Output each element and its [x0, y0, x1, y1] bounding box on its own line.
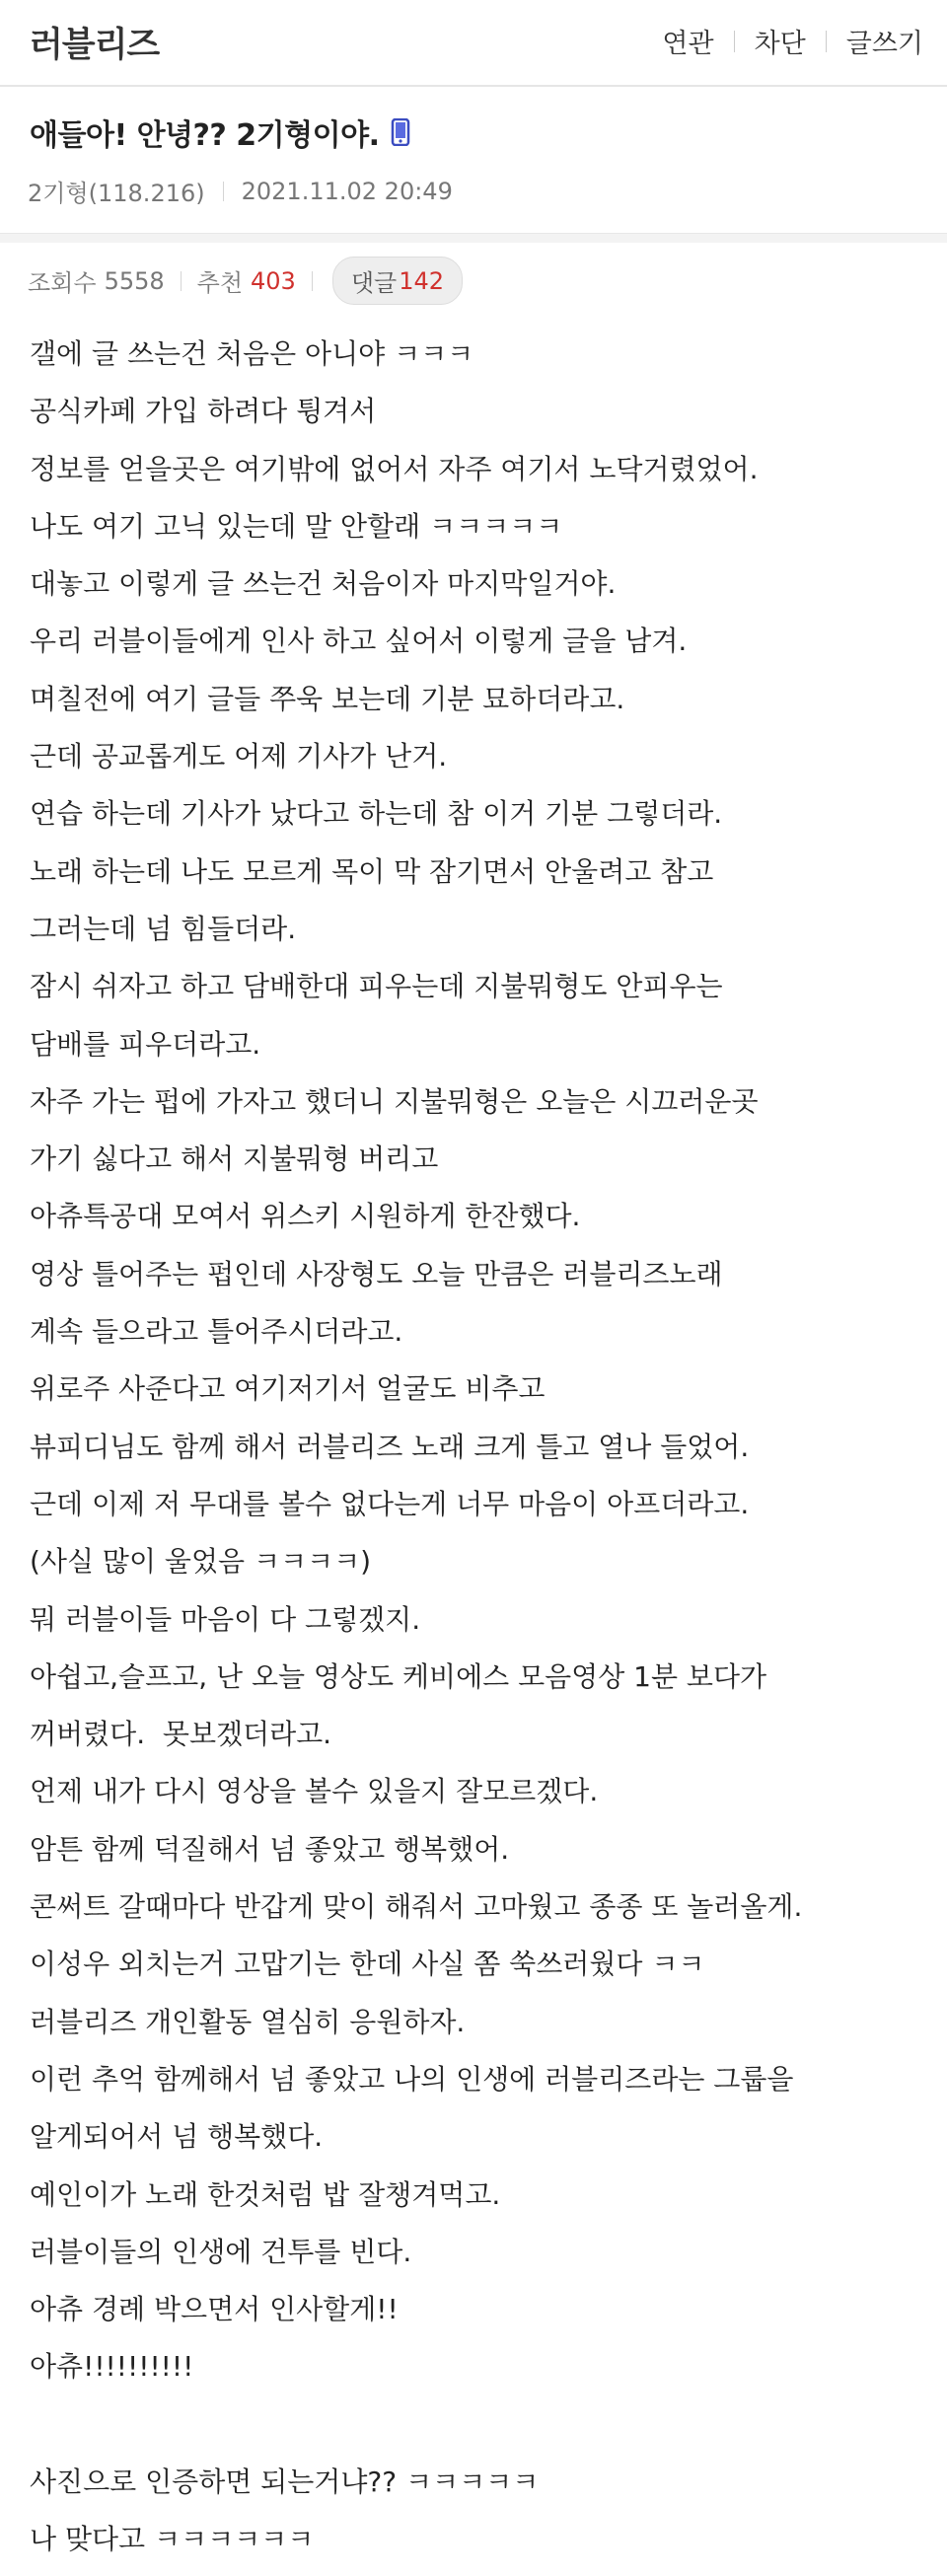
body-line: 우리 러블이들에게 인사 하고 싶어서 이렇게 글을 남겨.	[30, 625, 688, 658]
meta-divider	[223, 182, 224, 201]
body-line: 근데 이제 저 무대를 볼수 없다는게 너무 마음이 아프더라고.	[30, 1487, 750, 1520]
body-line: 근데 공교롭게도 어제 기사가 난거.	[30, 740, 448, 773]
section-divider	[0, 233, 947, 243]
write-link[interactable]: 글쓰기	[845, 29, 923, 59]
body-line: 아츄특공대 모여서 위스키 시원하게 한잔했다.	[30, 1200, 581, 1233]
body-line: 뭐 러블이들 마음이 다 그렇겠지.	[30, 1602, 421, 1636]
body-line: 이런 추억 함께해서 넘 좋았고 나의 인생에 러블리즈라는 그룹을	[30, 2062, 794, 2096]
body-line: 뷰피디님도 함께 해서 러블리즈 노래 크게 틀고 열나 들었어.	[30, 1430, 750, 1463]
body-line: 러블이들의 인생에 건투를 빈다.	[30, 2235, 412, 2268]
body-line: 노래 하는데 나도 모르게 목이 막 잠기면서 안울려고 참고	[30, 854, 714, 888]
related-link[interactable]: 연관	[662, 29, 714, 59]
views-label: 조회수	[28, 269, 97, 297]
body-line: 아츄!!!!!!!!!!	[30, 2350, 194, 2384]
body-line: 연습 하는데 기사가 났다고 하는데 참 이거 기분 그렇더라.	[30, 797, 723, 831]
stats-divider	[312, 271, 313, 291]
body-line	[30, 2396, 927, 2454]
nav-divider	[826, 31, 827, 52]
header-nav	[662, 22, 923, 60]
body-line: 담배를 피우더라고.	[30, 1027, 261, 1061]
body-line: 자주 가는 펍에 가자고 했더니 지불뭐형은 오늘은 시끄러운곳	[30, 1084, 759, 1118]
post-meta	[28, 174, 453, 208]
post-title-row	[30, 110, 410, 154]
body-line: (사실 많이 울었음 ㅋㅋㅋㅋ)	[30, 1545, 372, 1579]
comments-button[interactable]	[332, 257, 463, 305]
body-line: 러블리즈 개인활동 열심히 응원하자.	[30, 2005, 466, 2038]
body-line: 정보를 얻을곳은 여기밖에 없어서 자주 여기서 노닥거렸었어.	[30, 452, 759, 485]
body-line: 암튼 함께 덕질해서 넘 좋았고 행복했어.	[30, 1832, 510, 1866]
body-line: 알게되어서 넘 행복했다.	[30, 2120, 324, 2154]
recommend-label: 추천	[196, 269, 244, 297]
body-line: 나도 여기 고닉 있는데 말 안할래 ㅋㅋㅋㅋㅋ	[30, 509, 563, 543]
body-line: 잠시 쉬자고 하고 담배한대 피우는데 지불뭐형도 안피우는	[30, 970, 723, 1003]
mobile-phone-icon	[391, 118, 410, 146]
body-line: 사진으로 인증하면 되는거냐?? ㅋㅋㅋㅋㅋ	[30, 2465, 540, 2498]
top-header	[0, 0, 947, 87]
gallery-title[interactable]: 러블리즈	[30, 26, 160, 65]
body-line: 아츄 경례 박으면서 인사할게!!	[30, 2293, 399, 2326]
post-date: 2021.11.02 20:49	[241, 177, 453, 205]
author-name[interactable]: 2기형(118.216)	[28, 180, 205, 207]
body-line: 위로주 사준다고 여기저기서 얼굴도 비추고	[30, 1372, 546, 1406]
body-line: 가기 싫다고 해서 지불뭐형 버리고	[30, 1142, 439, 1176]
body-line: 며칠전에 여기 글들 쭈욱 보는데 기분 묘하더라고.	[30, 682, 625, 715]
body-line: 아쉽고,슬프고, 난 오늘 영상도 케비에스 모음영상 1분 보다가	[30, 1659, 767, 1693]
views-count: 5558	[104, 266, 165, 295]
post-body	[30, 326, 927, 2569]
post-title: 애들아! 안녕?? 2기형이야.	[30, 118, 380, 153]
body-line: 계속 들으라고 틀어주시더라고.	[30, 1315, 403, 1349]
body-line: 그러는데 넘 힘들더라.	[30, 912, 297, 945]
block-link[interactable]: 차단	[754, 29, 806, 59]
body-line: 공식카페 가입 하려다 튕겨서	[30, 395, 377, 428]
body-line: 대놓고 이렇게 글 쓰는건 처음이자 마지막일거야.	[30, 567, 617, 601]
body-line: 예인이가 노래 한것처럼 밥 잘챙겨먹고.	[30, 2177, 501, 2211]
body-line: 콘써트 갈때마다 반갑게 맞이 해줘서 고마웠고 종종 또 놀러올게.	[30, 1890, 803, 1924]
body-line: 언제 내가 다시 영상을 볼수 있을지 잘모르겠다.	[30, 1775, 599, 1808]
comments-count: 142	[399, 266, 445, 295]
recommend-count: 403	[251, 266, 296, 295]
body-line: 영상 틀어주는 펍인데 사장형도 오늘 만큼은 러블리즈노래	[30, 1257, 723, 1290]
comments-label: 댓글	[350, 269, 398, 297]
post-stats	[28, 257, 463, 305]
stats-divider	[181, 271, 182, 291]
body-line: 나 맞다고 ㅋㅋㅋㅋㅋㅋ	[30, 2523, 315, 2556]
body-line: 갤에 글 쓰는건 처음은 아니야 ㅋㅋㅋ	[30, 337, 474, 370]
body-line: 꺼버렸다. 못보겠더라고.	[30, 1718, 332, 1751]
body-line: 이성우 외치는거 고맙기는 한데 사실 쫌 쑥쓰러웠다 ㅋㅋ	[30, 1948, 705, 1981]
nav-divider	[734, 31, 735, 52]
